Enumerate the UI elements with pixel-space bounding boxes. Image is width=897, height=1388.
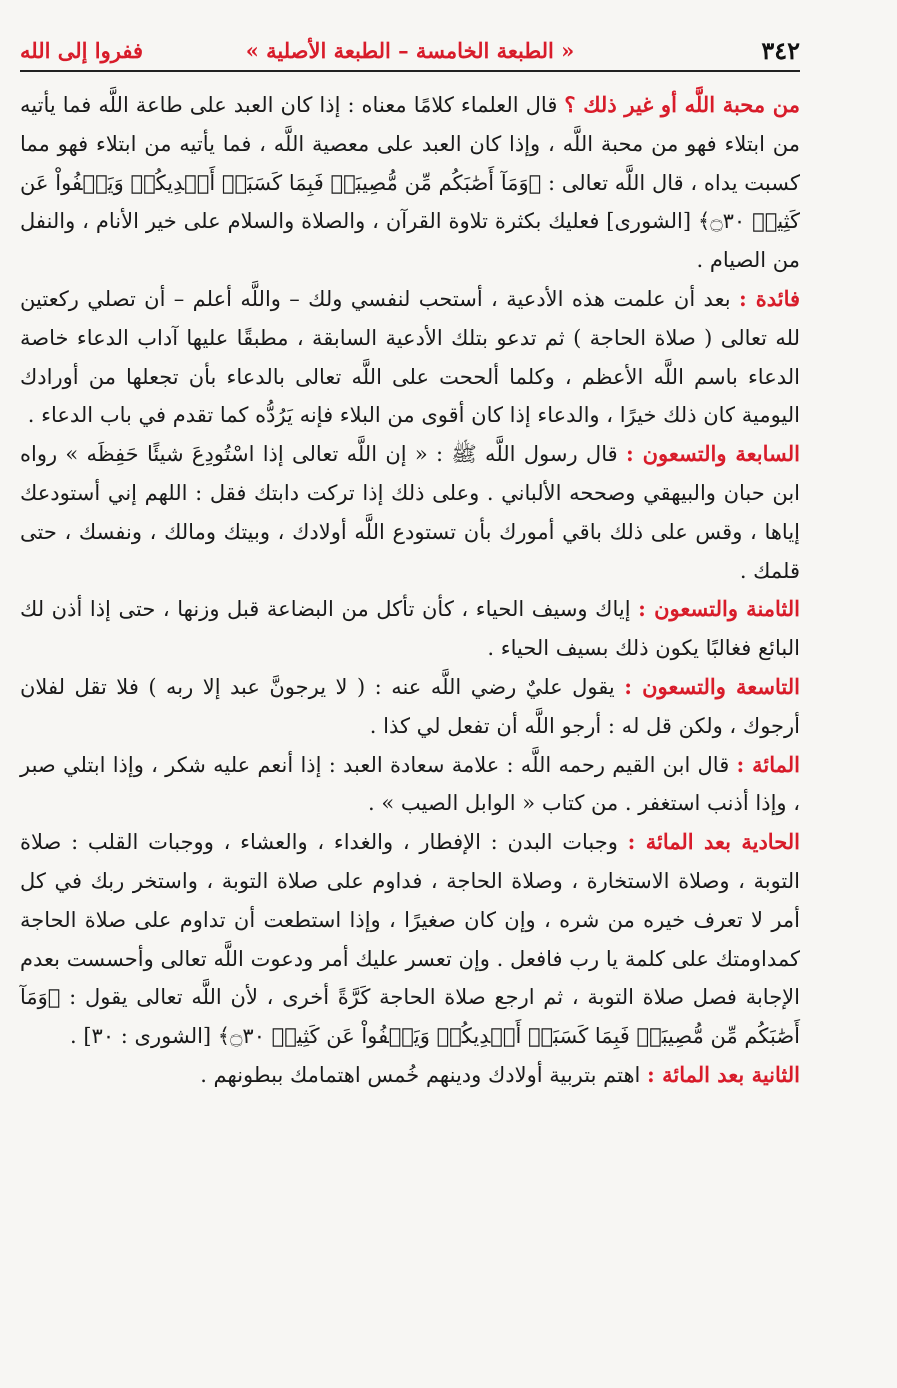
paragraph-body: قال ابن القيم رحمه اللَّه : علامة سعادة العبد : إذا أنعم عليه شكر ، وإذا ابتلي صبر ، وإذا أذنب استغفر . من كتاب « الوابل الصيب » . (20, 752, 800, 816)
paragraph-lead: من محبة اللَّه أو غير ذلك ؟ (564, 92, 801, 117)
paragraph (20, 435, 800, 590)
paragraph-lead: فائدة : (738, 285, 801, 311)
paragraph (20, 823, 800, 1056)
paragraph-body: اهتم بتربية أولادك ودينهم خُمس اهتمامك ببطونهم . (200, 1062, 648, 1087)
paragraph-lead: السابعة والتسعون : (625, 441, 800, 467)
edition-label: « الطبعة الخامسة – الطبعة الأصلية » (245, 38, 575, 63)
paragraph-lead: الحادية بعد المائة : (627, 829, 800, 855)
paragraph (20, 668, 800, 746)
paragraph-lead: المائة : (736, 751, 800, 777)
paragraph-body: قال رسول اللَّه ﷺ : « إن اللَّه تعالى إذا اسْتُودِعَ شيئًا حَفِظَه » رواه ابن حبان والبيهقي وصححه الألباني . وعلى ذلك إذا تركت دابتك فقل : اللهم إني أستودعك إياها ، وقس على ذلك باقي أمورك بأن تستودع اللَّه أولادك ، وبيتك ومالك ، ونفسك ، حتى قلمك . (20, 442, 800, 583)
page-number: ٣٤٢ (761, 36, 800, 65)
book-title: ففروا إلى الله (20, 38, 144, 63)
document-page (20, 36, 800, 1095)
paragraph-body: وجبات البدن : الإفطار ، والغداء ، والعشاء ، ووجبات القلب : صلاة التوبة ، وصلاة الاستخارة ، وصلاة الحاجة ، فداوم على صلاة التوبة ، واستخر ربك في كل أمر لا تعرف خيره من شره ، وإن كان صغيرًا ، وإذا استطعت أن تداوم على صلاة الحاجة كمداومتك على كلمة يا رب فافعل . وإن تعسر عليك أمر ودعوت اللَّه تعالى وأحسست بعدم الإجابة فصل صلاة التوبة ، ثم ارجع صلاة الحاجة كَرَّةً أخرى ، لأن اللَّه تعالى يقول : ﴿وَمَآ أَصَٰبَكُم مِّن مُّصِيبَةٖ فَبِمَا كَسَبَتۡ أَيۡدِيكُمۡ وَيَعۡفُواْ عَن كَثِيرٖ ۝٣٠﴾ [الشورى : ٣٠] . (20, 830, 800, 1049)
paragraph-body: يقول عليٌ رضي اللَّه عنه : ( لا يرجونَّ عبد إلا ربه ) فلا تقل لفلان أرجوك ، ولكن قل له : أرجو اللَّه أن تفعل لي كذا . (20, 674, 800, 738)
paragraph (20, 590, 800, 668)
page-body (20, 86, 800, 1095)
paragraph-lead: التاسعة والتسعون : (624, 673, 800, 699)
paragraph-lead: الثامنة والتسعون : (638, 596, 800, 622)
paragraph-body: قال العلماء كلامًا معناه : إذا كان العبد على طاعة اللَّه فما يأتيه من ابتلاء فهو من محبة اللَّه ، وإذا كان العبد على معصية اللَّه ، فما يأتيه من ابتلاء فهو مما كسبت يداه ، قال اللَّه تعالى : ﴿وَمَآ أَصَٰبَكُم مِّن مُّصِيبَةٖ فَبِمَا كَسَبَتۡ أَيۡدِيكُمۡ وَيَعۡفُواْ عَن كَثِيرٖ ۝٣٠﴾ [الشورى] فعليك بكثرة تلاوة القرآن ، والصلاة والسلام على خير الأنام ، والنفل من الصيام . (20, 93, 800, 273)
paragraph-lead: الثانية بعد المائة : (647, 1061, 800, 1087)
paragraph-body: بعد أن علمت هذه الأدعية ، أستحب لنفسي ولك – واللَّه أعلم – أن تصلي ركعتين لله تعالى ( صلاة الحاجة ) ثم تدعو بتلك الأدعية السابقة ، مطبقًا عليها آداب الدعاء خاصة الدعاء باسم اللَّه الأعظم ، وكلما ألححت على اللَّه تعالى بالدعاء بأن تجعلها من أورادك اليومية كان ذلك خيرًا ، والدعاء إذا كان أقوى من البلاء فإنه يَرُدُّه كما تقدم في باب الدعاء . (20, 286, 800, 428)
paragraph (20, 1056, 800, 1095)
paragraph (20, 280, 800, 435)
paragraph-body: إياك وسيف الحياء ، كأن تأكل من البضاعة قبل وزنها ، حتى إذا أذن لك البائع فغالبًا يكون ذلك بسيف الحياء . (20, 597, 800, 661)
paragraph (20, 86, 800, 280)
paragraph (20, 746, 800, 824)
page-header (20, 36, 800, 72)
